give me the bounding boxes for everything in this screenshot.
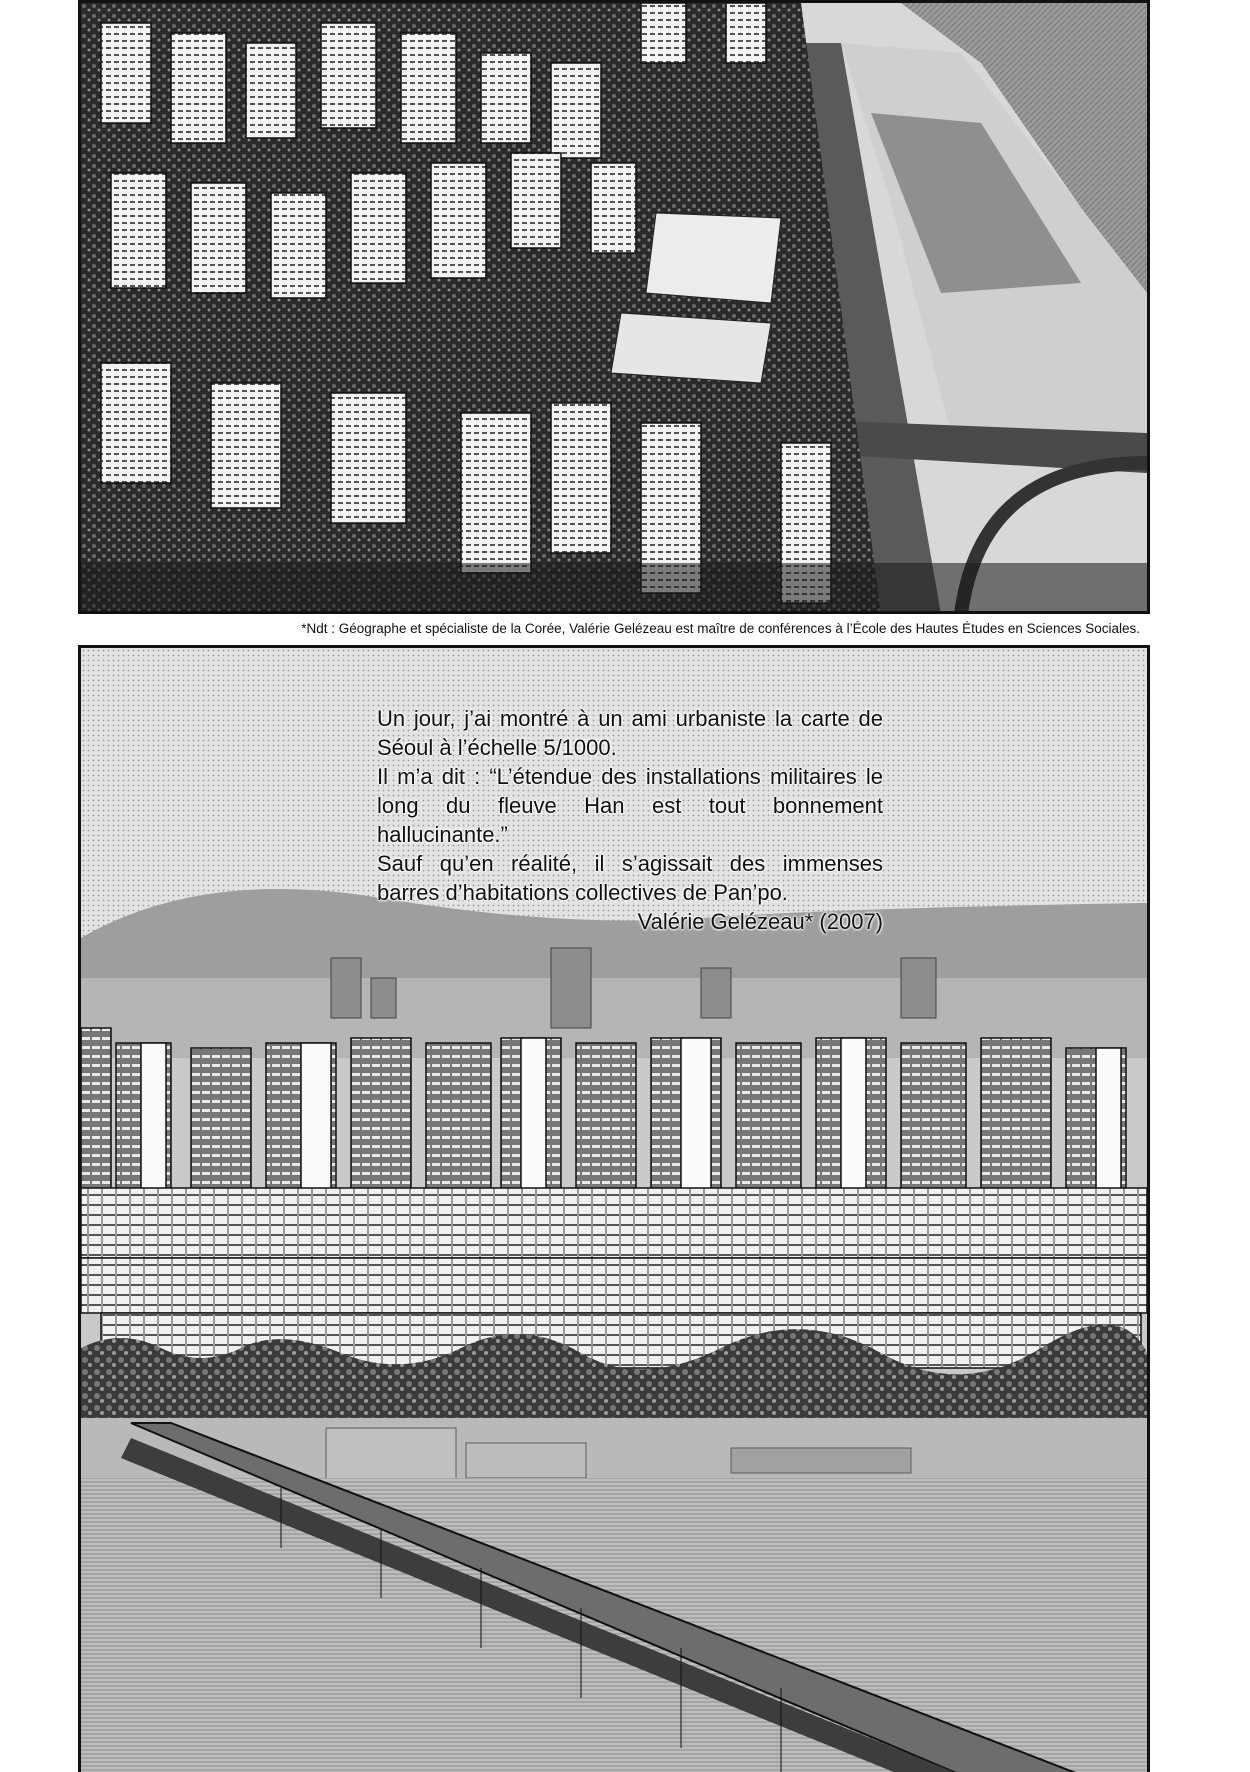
quote-line-friend: Il m’a dit : “L’étendue des installations militaires le long du fleuve Han est tout bonnement hallucinante.” (377, 764, 883, 847)
quote-attribution: Valérie Gelézeau* (2007) (637, 909, 883, 934)
aerial-city-drawing (81, 3, 1147, 614)
translator-footnote: *Ndt : Géographe et spécialiste de la Corée, Valérie Gelézeau est maître de conférences à l’École des Hautes Études en Sciences Sociales. (301, 621, 1140, 636)
quote-block (377, 704, 883, 936)
top-panel-aerial-illustration (78, 0, 1150, 614)
quote-line-map: Un jour, j’ai montré à un ami urbaniste la carte de Séoul à l’échelle 5/1000. (377, 706, 883, 760)
quote-line-reality: Sauf qu’en réalité, il s’agissait des immenses barres d’habitations collectives de Pan’po. (377, 851, 883, 905)
